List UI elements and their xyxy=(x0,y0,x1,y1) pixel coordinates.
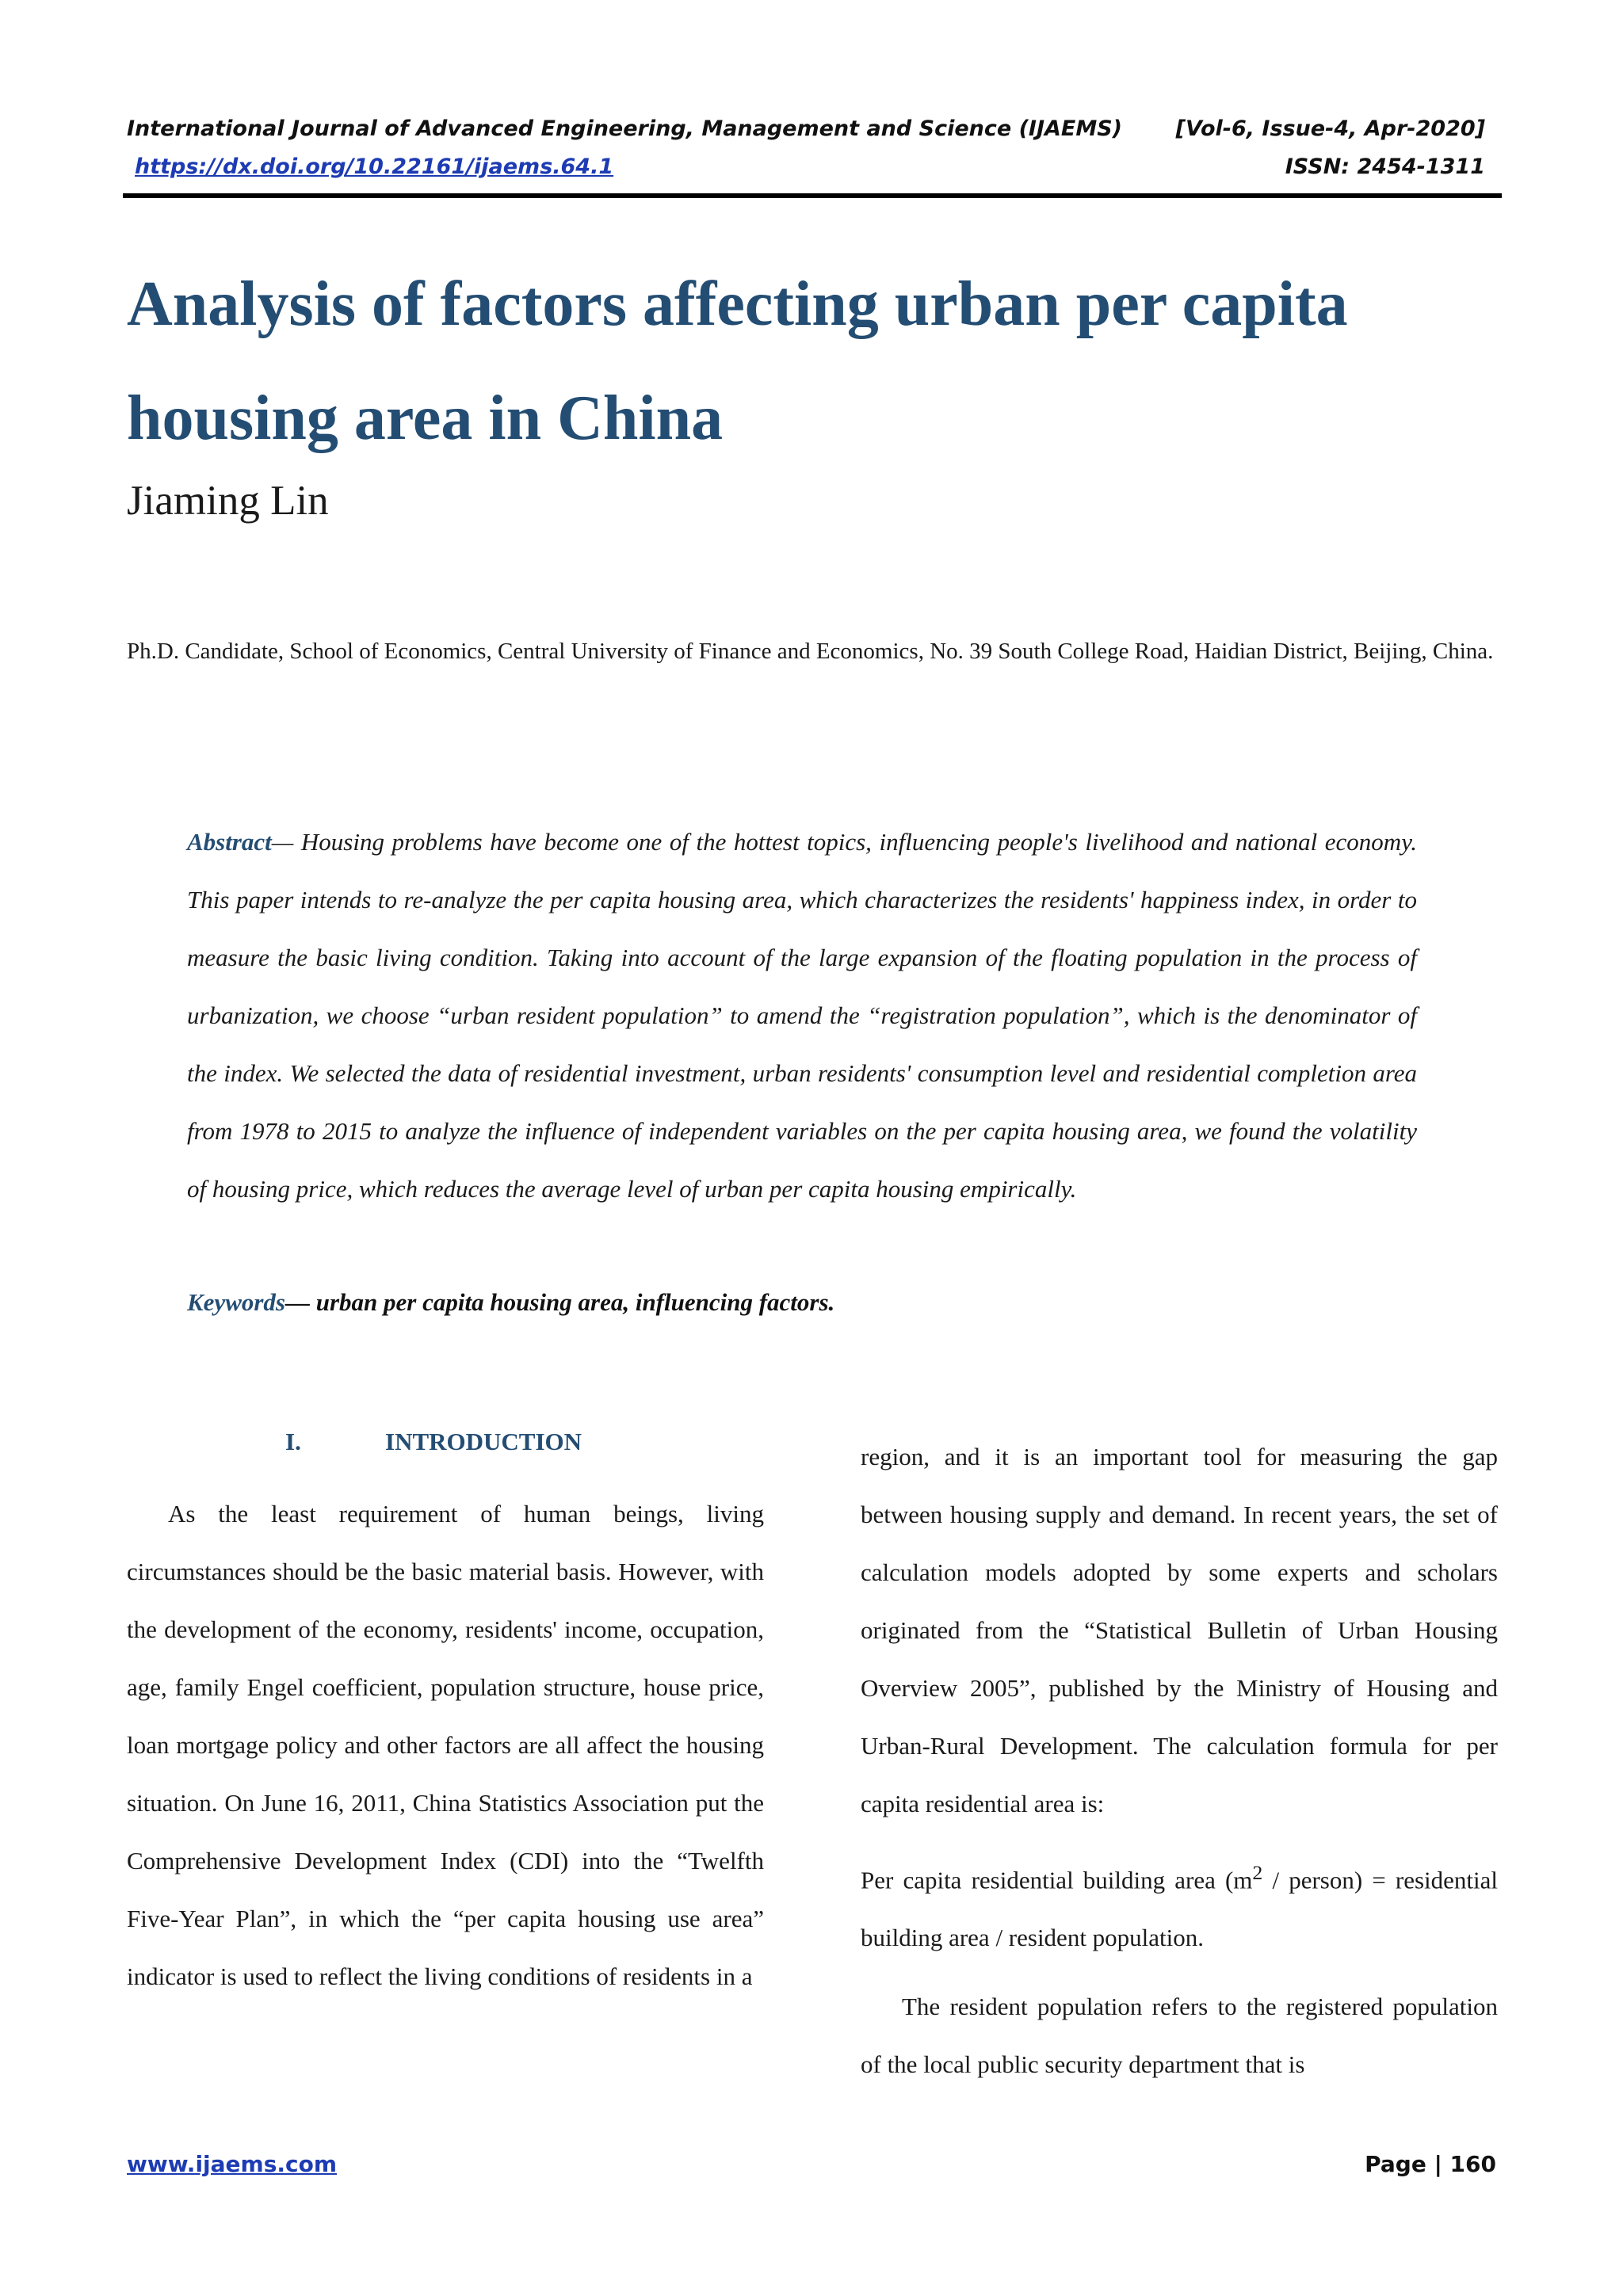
intro-paragraph-2: region, and it is an important tool for measuring the gap between housing supply and demand. In recent years, the set of calculation models adopted by some experts and scholars originated from the “Statistical Bulletin of Urban Housing Overview 2005”, published by the Ministry of Housing and Urban-Rural Development. The calculation formula for per capita residential area is: xyxy=(861,1443,1498,1817)
issn: ISSN: 2454-1311 xyxy=(1285,154,1485,179)
abstract-label: Abstract xyxy=(187,828,272,856)
section-title: INTRODUCTION xyxy=(385,1428,582,1455)
keywords-text: — urban per capita housing area, influencing factors. xyxy=(285,1288,835,1316)
formula-part-a: Per capita residential building area (m xyxy=(861,1866,1253,1894)
abstract-text: — Housing problems have become one of the hottest topics, influencing people's livelihood and national economy. This paper intends to re-analyze the per capita housing area, which characterizes the residents' happiness index, in order to measure the basic living condition. Taking into account of the large expansion of the floating population in the process of urbanization, we choose “urban resident population” to amend the “registration population”, which is the denominator of the index. We selected the data of residential investment, urban residents' consumption level and residential completion area from 1978 to 2015 to analyze the influence of independent variables on the per capita housing area, we found the volatility of housing price, which reduces the average level of urban per capita housing empirically. xyxy=(187,828,1417,1203)
formula-superscript: 2 xyxy=(1252,1861,1263,1884)
paper-title: Analysis of factors affecting urban per capita housing area in China xyxy=(127,269,1348,453)
author-name: Jiaming Lin xyxy=(127,478,329,524)
doi-link[interactable]: https://dx.doi.org/10.22161/ijaems.64.1 xyxy=(135,154,614,179)
formula-part-b: / person) = residential building area / resident population. xyxy=(861,1866,1498,1952)
left-column xyxy=(127,1485,764,2005)
intro-paragraph-1: As the least requirement of human beings, living circumstances should be the basic material basis. However, with the development of the economy, residents' income, occupation, age, family Engel coefficient, population structure, house price, loan mortgage policy and other factors are all affect the housing situation. On June 16, 2011, China Statistics Association put the Comprehensive Development Index (CDI) into the “Twelfth Five-Year Plan”, in which the “per capita housing use area” indicator is used to reflect the living conditions of residents in a xyxy=(127,1500,764,1990)
keywords-label: Keywords xyxy=(187,1288,285,1316)
keywords xyxy=(187,1288,1417,1317)
intro-paragraph-3: The resident population refers to the registered population of the local public security department that is xyxy=(861,1993,1498,2079)
website-link[interactable]: www.ijaems.com xyxy=(127,2151,338,2177)
right-column xyxy=(861,1428,1498,2093)
journal-name: International Journal of Advanced Engineering, Management and Science (IJAEMS) xyxy=(127,116,1123,141)
formula-text xyxy=(861,1844,1498,1966)
section-number: I. xyxy=(285,1428,301,1455)
volume-issue: [Vol-6, Issue-4, Apr-2020] xyxy=(1175,116,1485,141)
header-divider xyxy=(123,193,1502,198)
author-affiliation: Ph.D. Candidate, School of Economics, Central University of Finance and Economics, No. 39 South College Road, Haidian District, Beijing, China. xyxy=(127,639,1494,664)
abstract xyxy=(187,813,1417,1218)
page-number: Page | 160 xyxy=(1365,2151,1496,2177)
